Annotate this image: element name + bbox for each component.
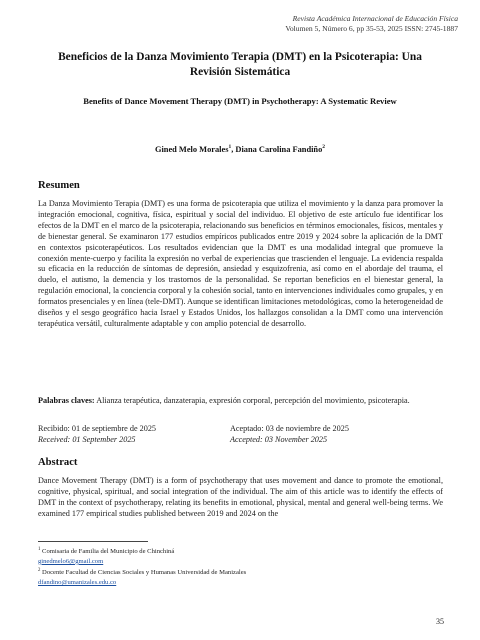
keywords-label: Palabras claves: [38, 396, 95, 405]
abstract-heading: Abstract [38, 457, 78, 468]
date-accepted: Accepted: 03 November 2025 [230, 435, 328, 444]
author-line [40, 144, 440, 154]
resumen-body: La Danza Movimiento Terapia (DMT) es una forma de psicoterapia que utiliza el movimiento y la danza para promover la integración emocional, cognitiva, física, espiritual y social del individuo. El objetivo de este artículo fue identificar los efectos de la DMT en el marco de la psicoterapia, relacionando sus beneficios en términos emocionales, físicos, mentales y de bienestar general. Se examinaron 177 estudios empíricos publicados entre 2019 y 2024 sobre la aplicación de la DMT en contextos psicoterapéuticos. Los resultados evidencian que la DMT es una modalidad integral que promueve la conexión mente-cuerpo y facilita la expresión no verbal de experiencias que trascienden el lenguaje. La evidencia respalda su eficacia en la reducción de síntomas de depresión, ansiedad y esquizofrenia, así como en el abordaje del trauma, el duelo, el autismo, la demencia y los trastornos de la personalidad. Se reportan beneficios en el bienestar general, la regulación emocional, la conciencia corporal y la cohesión social, tanto en intervenciones individuales como grupales, y en formatos presenciales y en línea (tele-DMT). Aunque se identifican limitaciones metodológicas, como la heterogeneidad de diseños y el sesgo geográfico hacia Israel y Estados Unidos, los hallazgos consolidan a la DMT como una intervención terapéutica versátil, culturalmente adaptable y con amplio potencial de desarrollo. [38, 199, 443, 328]
email-link[interactable]: dfandino@umanizales.edu.co [38, 579, 117, 587]
footnote-1 [38, 545, 438, 557]
journal-header [285, 14, 458, 34]
keywords [38, 396, 443, 407]
footnote-2 [38, 566, 438, 578]
date-accepted-block [230, 423, 349, 445]
footnote-number: 2 [38, 568, 41, 574]
page-number: 35 [436, 617, 444, 626]
author-name: Gined Melo Morales [154, 144, 229, 154]
email-link[interactable]: ginedmelo6@gmail.com [38, 557, 104, 565]
date-aceptado: Aceptado: 03 de noviembre de 2025 [230, 424, 349, 433]
footnotes [38, 545, 438, 588]
footnote-ref[interactable]: 1 [228, 144, 232, 150]
volume-info: Volumen 5, Número 6, pp 35-53, 2025 ISSN: 2745-1887 [285, 24, 458, 33]
author-separator: , [231, 144, 236, 154]
footnote-number: 1 [38, 547, 41, 552]
date-received: Received: 01 September 2025 [38, 435, 136, 444]
footnote-ref[interactable]: 2 [322, 144, 326, 150]
date-received-block [38, 423, 156, 445]
footnote-text: Comisaria de Familia del Municipio de Chinchiná [40, 548, 175, 556]
abstract-body: Dance Movement Therapy (DMT) is a form of psychotherapy that uses movement and dance to promote the emotional, cognitive, physical, spiritual, and social integration of the individual. The aim of this article was to identify the effects of DMT in the context of psychotherapy, relating its benefits in emotional, physical, mental and general well-being terms. We examined 177 empirical studies published between 2019 and 2024 on the [38, 476, 443, 518]
footnote-divider [38, 541, 148, 542]
article-title-spanish: Beneficios de la Danza Movimiento Terapia (DMT) en la Psicoterapia: Una Revisión Sistemática [58, 51, 422, 78]
author-name: Diana Carolina Fandiño [235, 144, 323, 154]
resumen-heading: Resumen [38, 180, 80, 191]
keywords-text: Alianza terapéutica, danzaterapia, expresión corporal, percepción del movimiento, psicoterapia. [94, 396, 410, 405]
date-recibido: Recibido: 01 de septiembre de 2025 [38, 424, 157, 433]
footnote-text: Docente Facultad de Ciencias Sociales y Humanas Universidad de Manizales [40, 569, 247, 577]
article-title-english: Benefits of Dance Movement Therapy (DMT) in Psychotherapy: A Systematic Review [83, 96, 397, 106]
journal-name: Revista Académica Internacional de Educación Física [292, 14, 458, 23]
